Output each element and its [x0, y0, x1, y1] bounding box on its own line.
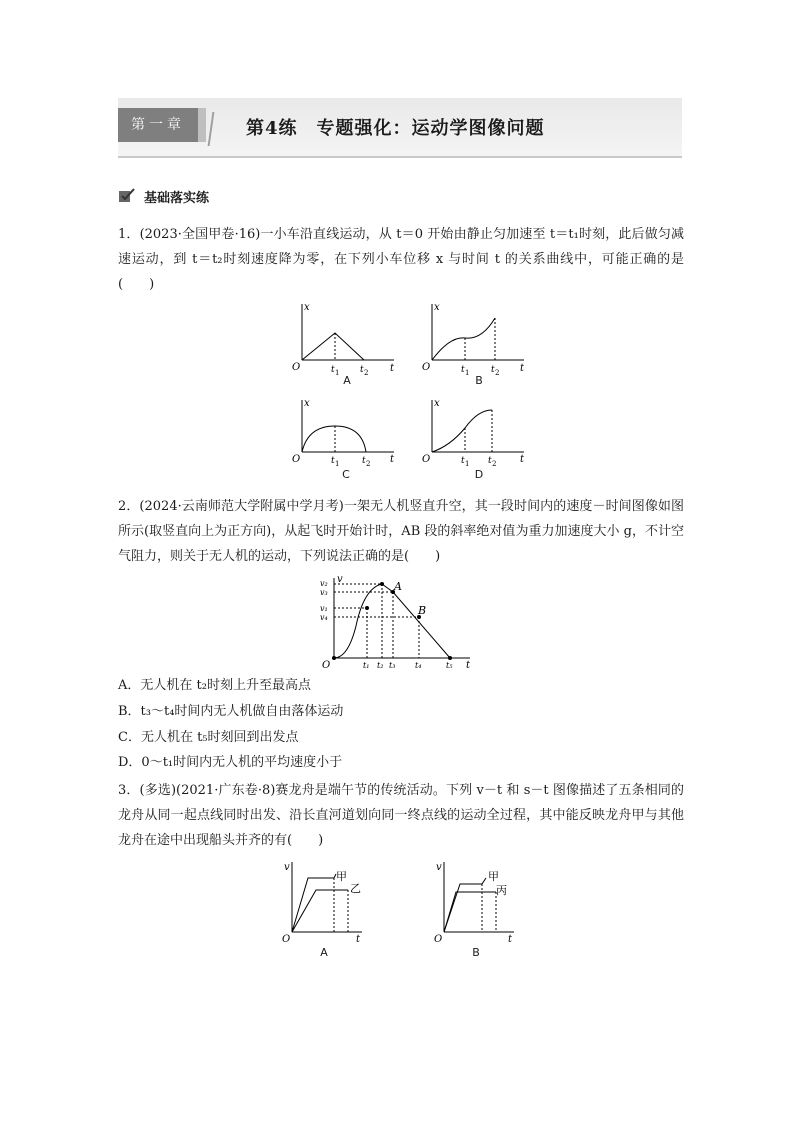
point-a-label: A: [394, 580, 402, 593]
x-axis-label: t: [520, 454, 525, 465]
header-divider: [208, 112, 215, 146]
v1-label: v₁: [320, 604, 328, 613]
t2-label: t: [488, 456, 492, 466]
t2-sub: 2: [492, 460, 497, 468]
q2-option-a: A．无人机在 t₂时刻上升至最高点: [118, 678, 311, 693]
t1-label: t: [331, 365, 335, 375]
t2-sub: 2: [364, 369, 369, 377]
t1-sub: 1: [335, 369, 340, 377]
v2-label: v₂: [320, 579, 328, 588]
t2-label: t: [362, 456, 366, 466]
x-axis-label: t: [466, 660, 471, 670]
y-axis-label: x: [434, 398, 440, 409]
q1-graph-a-caption: A: [343, 374, 351, 387]
t1-label: t: [461, 365, 465, 375]
x-axis-label: t: [508, 934, 513, 944]
v3-label: v₃: [320, 588, 328, 597]
q1-graph-a: [290, 298, 400, 378]
q3-graph-b: [432, 858, 522, 944]
t2-sub: 2: [495, 369, 500, 377]
question-3-text: 3．(多选)(2021·广东卷·8)赛龙舟是端午节的传统活动。下列 v－t 和 s－t 图像描述了五条相同的龙舟从同一起点线同时出发、沿长直河道划向同一终点线的运动全过程，其中能反映龙舟甲与其他龙舟在途中出现船头并齐的有( ): [118, 783, 684, 848]
x-axis-label: t: [520, 363, 525, 374]
q1-graph-b-caption: B: [475, 374, 483, 387]
question-2-text: 2．(2024·云南师范大学附属中学月考)一架无人机竖直升空，其一段时间内的速度－时间图像如图所示(取竖直向上为正方向)，从起飞时开始计时，AB 段的斜率绝对值为重力加速度大小 g，不计空气阻力，则关于无人机的运动，下列说法正确的是( ): [118, 499, 684, 564]
chapter-header: [118, 98, 682, 158]
y-axis-label: v: [436, 862, 442, 873]
curve-bing-label: 丙: [496, 884, 507, 897]
t2-label: t: [491, 365, 495, 375]
curve-jia-label: 甲: [336, 870, 347, 883]
t2-sub: 2: [366, 460, 371, 468]
t1-label: t: [461, 456, 465, 466]
y-axis-label: v: [337, 574, 343, 585]
t5-label: t₅: [446, 661, 453, 670]
q2-option-c: C．无人机在 t₅时刻回到出发点: [118, 730, 299, 745]
t2-label: t: [360, 365, 364, 375]
y-axis-label: x: [304, 302, 310, 313]
y-axis-label: v: [284, 862, 290, 873]
q2-option-d: D．0～t₁时间内无人机的平均速度小于: [118, 755, 343, 770]
q2-option-b: B．t₃～t₄时间内无人机做自由落体运动: [118, 704, 344, 719]
q1-graph-c-caption: C: [342, 468, 350, 481]
origin-label: O: [422, 454, 431, 465]
origin-label: O: [282, 934, 291, 944]
question-1-text: 1．(2023·全国甲卷·16)一小车沿直线运动，从 t＝0 开始由静止匀加速至 t＝t₁时刻，此后做匀减速运动，到 t＝t₂时刻速度降为零，在下列小车位移 x 与时间 t 的关系曲线中，可能正确的是( ): [118, 227, 684, 292]
t1-label: t₁: [363, 661, 370, 670]
origin-label: O: [434, 934, 443, 944]
t2-label: t₂: [377, 661, 384, 670]
check-box-icon: [118, 188, 136, 204]
section-label: 基础落实练: [144, 190, 210, 206]
t1-sub: 1: [465, 460, 470, 468]
curve-jia-label: 甲: [488, 870, 499, 883]
origin-label: O: [292, 454, 301, 465]
q1-graph-b: [420, 298, 530, 378]
q1-graph-d: [420, 396, 530, 468]
origin-label: O: [292, 362, 301, 373]
x-axis-label: t: [390, 363, 395, 374]
q1-graph-d-caption: D: [474, 468, 484, 481]
curve-yi-label: 乙: [350, 882, 361, 895]
x-axis-label: t: [390, 454, 395, 465]
q1-graph-c: [290, 396, 400, 468]
q3-graph-b-caption: B: [472, 946, 480, 959]
origin-label: O: [322, 660, 331, 670]
point-b-label: B: [418, 604, 427, 617]
q2-vt-graph: [318, 574, 478, 670]
y-axis-label: x: [434, 302, 440, 313]
y-axis-label: x: [304, 398, 310, 409]
t1-label: t: [331, 456, 335, 466]
t3-label: t₃: [389, 661, 396, 670]
section-heading: [118, 186, 209, 206]
t4-label: t₄: [415, 661, 422, 670]
chapter-tag: 第一章: [118, 108, 198, 142]
page-title: 第4练 专题强化：运动学图像问题: [246, 118, 545, 139]
t1-sub: 1: [335, 460, 340, 468]
t1-sub: 1: [465, 369, 470, 377]
v4-label: v₄: [320, 613, 328, 622]
origin-label: O: [422, 362, 431, 373]
q3-graph-a-caption: A: [320, 946, 328, 959]
x-axis-label: t: [356, 934, 361, 944]
q3-graph-a: [280, 858, 370, 944]
